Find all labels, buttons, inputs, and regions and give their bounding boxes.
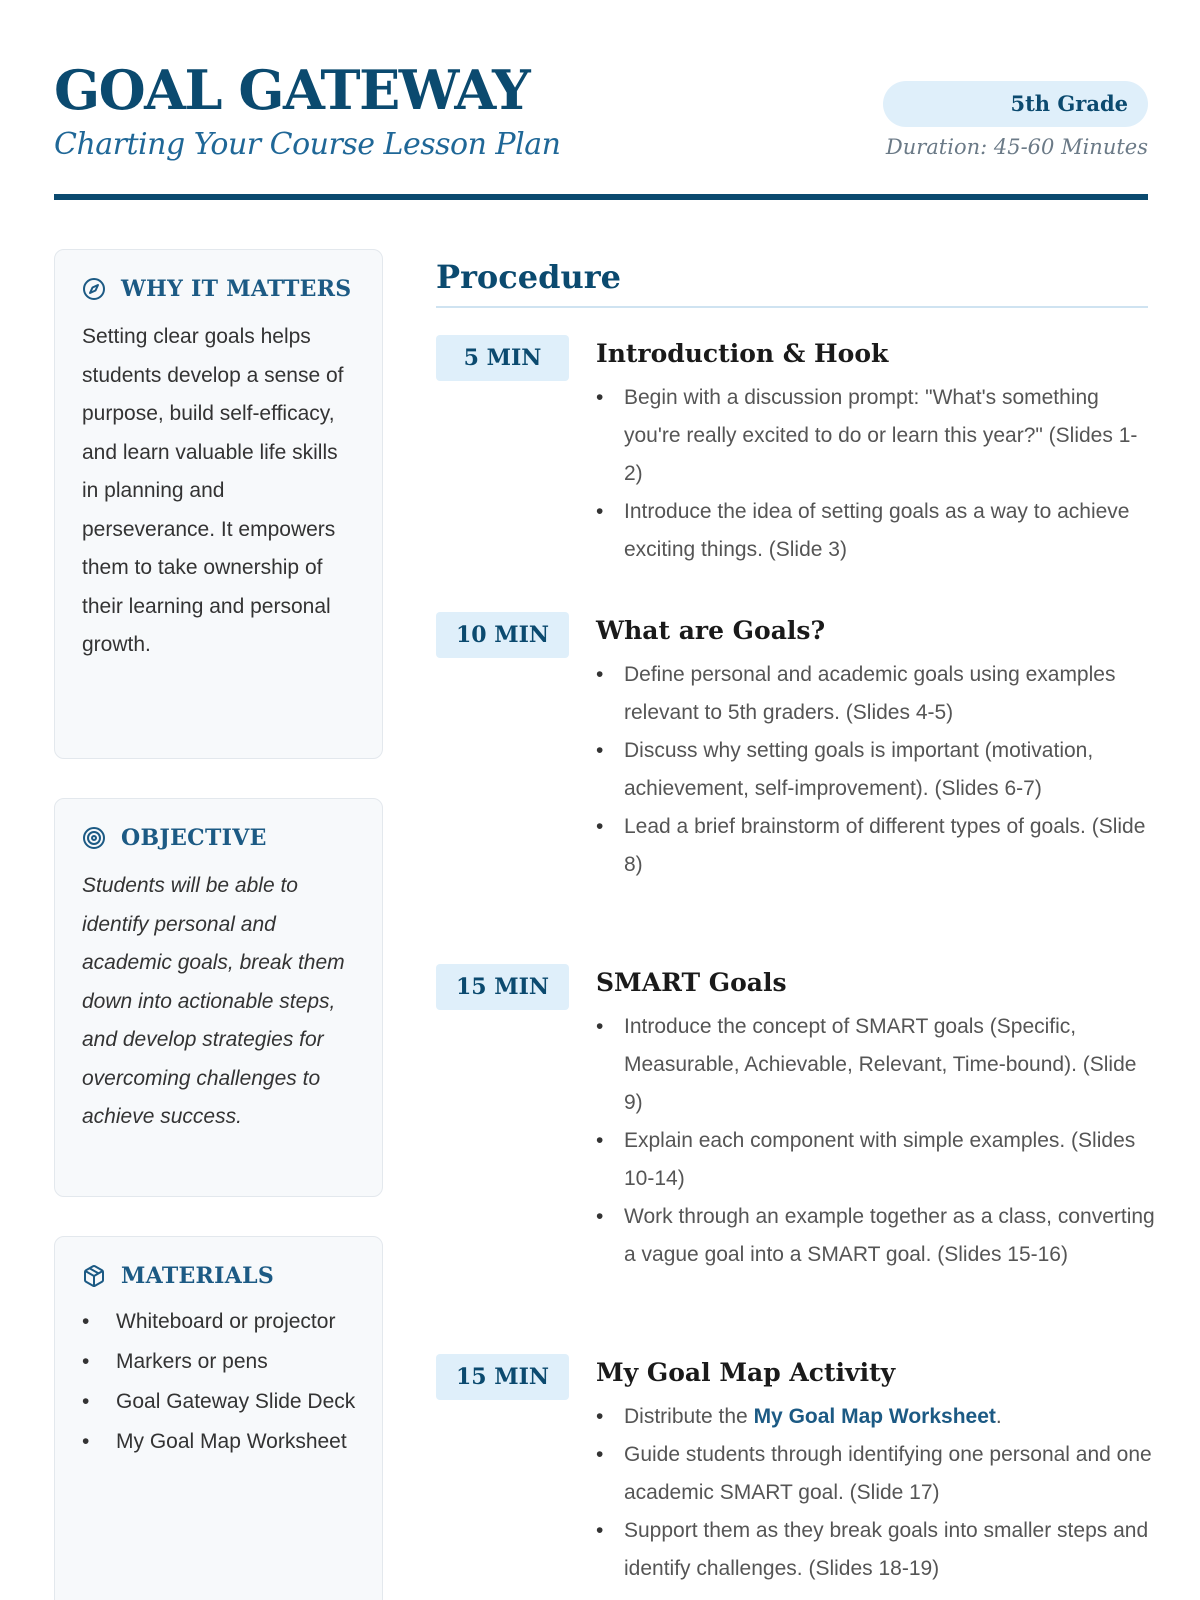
step-title: SMART Goals — [596, 968, 787, 997]
header — [54, 55, 1148, 201]
materials-list — [82, 1305, 356, 1458]
target-icon — [82, 826, 106, 850]
objective-text: Students will be able to identify personal and academic goals, break them down into actionable steps, and develop strategies for overcoming challenges to achieve success. — [82, 874, 345, 1128]
step-title: My Goal Map Activity — [596, 1358, 896, 1387]
box-icon — [82, 1264, 106, 1288]
list-item: • Work through an example together as a class, converting a vague goal into a SMART goal. (Slides 15-16) — [596, 1198, 1156, 1274]
time-badge: 15 MIN — [436, 964, 569, 1010]
step-list — [596, 379, 1156, 569]
list-item: • Support them as they break goals into smaller steps and identify challenges. (Slides 18-19) — [596, 1512, 1156, 1588]
list-item: • Whiteboard or projector — [82, 1310, 336, 1333]
procedure-title: Procedure — [436, 258, 621, 296]
list-item: • Lead a brief brainstorm of different types of goals. (Slide 8) — [596, 808, 1156, 884]
step-list — [596, 1008, 1156, 1274]
list-item: • Explain each component with simple examples. (Slides 10-14) — [596, 1122, 1156, 1198]
procedure-divider — [436, 306, 1148, 308]
objective-title: OBJECTIVE — [121, 825, 267, 851]
list-item: • Define personal and academic goals using examples relevant to 5th graders. (Slides 4-5) — [596, 656, 1156, 732]
worksheet-link[interactable]: My Goal Map Worksheet — [753, 1405, 996, 1428]
step-list — [596, 656, 1156, 884]
objective-card — [54, 798, 383, 1197]
list-item: • Distribute the My Goal Map Worksheet. — [596, 1398, 1156, 1436]
list-item: • Introduce the concept of SMART goals (Specific, Measurable, Achievable, Relevant, Time-bound). (Slide 9) — [596, 1008, 1156, 1122]
time-badge: 15 MIN — [436, 1354, 569, 1400]
time-badge: 10 MIN — [436, 612, 569, 658]
time-badge: 5 MIN — [436, 335, 569, 381]
grade-badge: 5th Grade — [883, 81, 1148, 127]
header-divider — [54, 194, 1148, 200]
duration-label: Duration: 45-60 Minutes — [885, 135, 1148, 159]
page-title: GOAL GATEWAY — [54, 58, 530, 122]
step-title: What are Goals? — [596, 616, 826, 645]
why-it-matters-header — [82, 276, 356, 302]
page-subtitle: Charting Your Course Lesson Plan — [54, 127, 561, 162]
step-list — [596, 1398, 1156, 1588]
list-item: • Discuss why setting goals is important (motivation, achievement, self-improvement). (Slides 6-7) — [596, 732, 1156, 808]
objective-header — [82, 825, 356, 851]
list-item: • My Goal Map Worksheet — [82, 1430, 347, 1453]
why-it-matters-card — [54, 249, 383, 759]
list-item: • Introduce the idea of setting goals as a way to achieve exciting things. (Slide 3) — [596, 493, 1156, 569]
why-it-matters-title: WHY IT MATTERS — [121, 276, 352, 302]
step-title: Introduction & Hook — [596, 339, 889, 368]
list-item: • Goal Gateway Slide Deck — [82, 1390, 356, 1413]
list-item: • Begin with a discussion prompt: "What's something you're really excited to do or learn this year?" (Slides 1-2) — [596, 379, 1156, 493]
materials-card — [54, 1236, 383, 1600]
materials-header — [82, 1263, 356, 1289]
compass-icon — [82, 277, 106, 301]
list-item: • Markers or pens — [82, 1350, 268, 1373]
materials-title: MATERIALS — [121, 1263, 275, 1289]
why-it-matters-text: Setting clear goals helps students develop a sense of purpose, build self-efficacy, and learn valuable life skills in planning and perseverance. It empowers them to take ownership of their learning and personal growth. — [82, 325, 344, 656]
list-item: • Guide students through identifying one personal and one academic SMART goal. (Slide 17) — [596, 1436, 1156, 1512]
